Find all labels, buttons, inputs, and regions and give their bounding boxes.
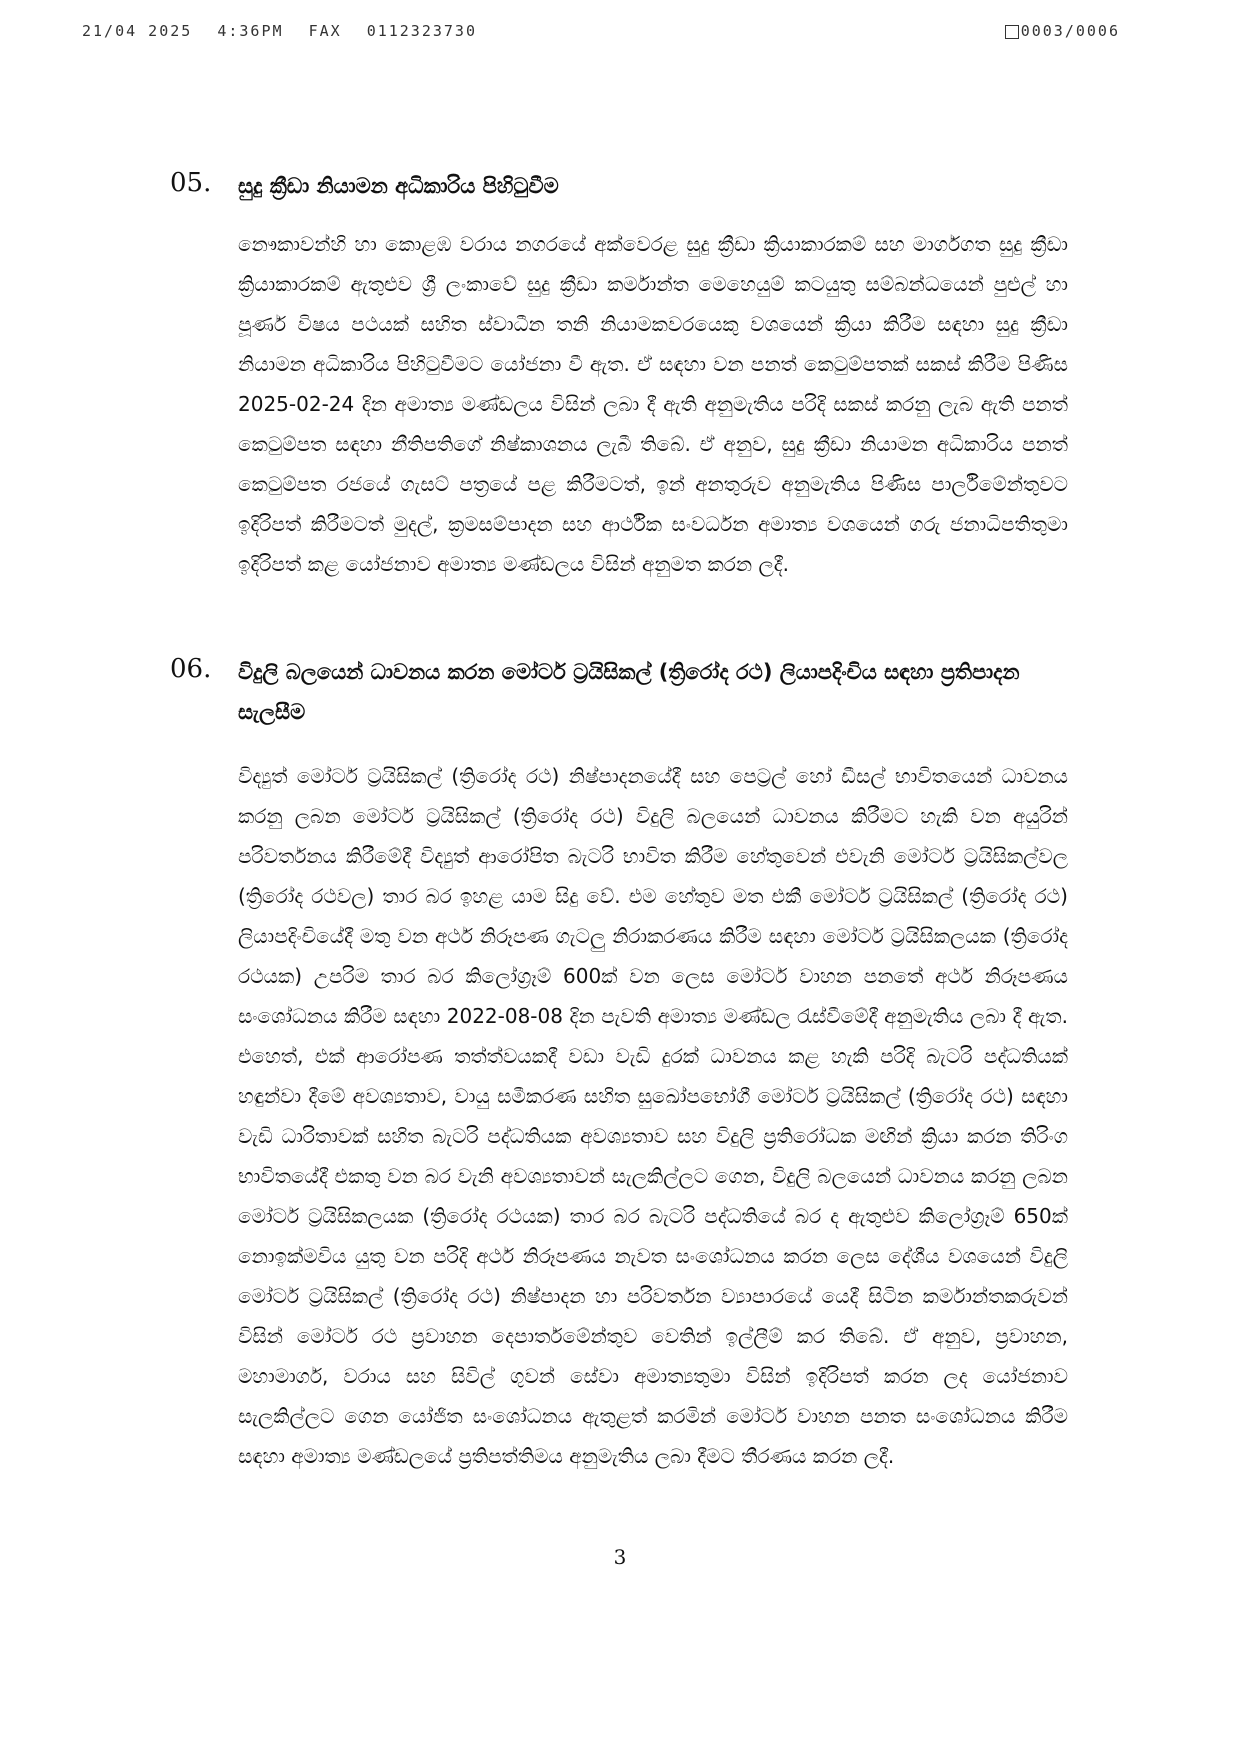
section-number: 05.: [170, 168, 212, 198]
fax-number: 0112323730: [366, 22, 477, 40]
fax-page-text: 0003/0006: [1020, 22, 1120, 40]
section-body: විද්‍යුත් මෝටර් ට්‍රයිසිකල් (ත්‍රිරෝද රථ) නිෂ්පාදනයේදී සහ පෙට්‍රල් හෝ ඩීසල් භාවිතයෙන් ධාවනය කරනු ලබන මෝටර් ට්‍රයිසිකල් (ත්‍රිරෝද රථ) විදුලි බලයෙන් ධාවනය කිරීමට හැකි වන අයුරින් පරිවර්තනය කිරීමේදී විද්‍යුත් ආරෝපිත බැටරි භාවිත කිරීම හේතුවෙන් එවැනි මෝටර් ට්‍රයිසිකල්වල (ත්‍රිරෝද රථවල) තාර බර ඉහළ යාම සිදු වේ. එම හේතුව මත එකී මෝටර් ට්‍රයිසිකල් (ත්‍රිරෝද රථ) ලියාපදිංචියේදී මතු වන අර්ථ නිරූපණ ගැටලු නිරාකරණය කිරීම සඳහා මෝටර් ට්‍රයිසිකලයක (ත්‍රිරෝද රථයක) උපරිම තාර බර කිලෝග්‍රෑම් 600ක් වන ලෙස මෝටර් වාහන පනතේ අර්ථ නිරූපණය සංශෝධනය කිරීම සඳහා 2022-08-08 දින පැවති අමාත්‍ය මණ්ඩල රැස්වීමේදී අනුමැතිය ලබා දී ඇත. එහෙත්, එක් ආරෝපණ තත්ත්වයකදී වඩා වැඩි දුරක් ධාවනය කළ හැකි පරිදි බැටරි පද්ධතියක් හඳුන්වා දීමේ අවශ්‍යතාව, වායු සමීකරණ සහිත සුඛෝපභෝගී මෝටර් ට්‍රයිසිකල් (ත්‍රිරෝද රථ) සඳහා වැඩි ධාරිතාවක් සහිත බැටරි පද්ධතියක අවශ්‍යතාව සහ විදුලි ප්‍රතිරෝධක මඟින් ක්‍රියා කරන තිරිංග භාවිතයේදී එකතු වන බර වැනි අවශ්‍යතාවන් සැලකිල්ලට ගෙන, විදුලි බලයෙන් ධාවනය කරනු ලබන මෝටර් ට්‍රයිසිකලයක (ත්‍රිරෝද රථයක) තාර බර බැටරි පද්ධතියේ බර ද ඇතුළුව කිලෝග්‍රෑම් 650ක් නොඉක්මවිය යුතු වන පරිදි අර්ථ නිරූපණය නැවත සංශෝධනය කරන ලෙස දේශීය වශයෙන් විදුලි මෝටර් ට්‍රයිසිකල් (ත්‍රිරෝද රථ) නිෂ්පාදන හා පරිවර්තන ව්‍යාපාරයේ යෙදී සිටින කර්මාන්තකරුවන් විසින් මෝටර් රථ ප්‍රවාහන දෙපාර්තමේන්තුව වෙතින් ඉල්ලීම් කර තිබේ. ඒ අනුව, ප්‍රවාහන, මහාමාර්ග, වරාය සහ සිවිල් ගුවන් සේවා අමාත්‍යතුමා විසින් ඉදිරිපත් කරන ලද යෝජනාව සැලකිල්ලට ගෙන යෝජිත සංශෝධනය ඇතුළත් කරමින් මෝටර් වාහන පනත සංශෝධනය කිරීම සඳහා අමාත්‍ය මණ්ඩලයේ ප්‍රතිපත්තිමය අනුමැතිය ලබා දීමට තීරණය කරන ලදී.: [238, 764, 1068, 1468]
fax-date: 21/04 2025: [82, 22, 193, 40]
checkbox-icon: [1005, 25, 1019, 39]
fax-header-left: [82, 22, 491, 40]
section-body: නෞකාවන්හි හා කොළඹ වරාය නගරයේ අක්වෙරළ සුදු ක්‍රීඩා ක්‍රියාකාරකම් සහ මාර්ගගත සුදු ක්‍රීඩා ක්‍රියාකාරකම් ඇතුළුව ශ්‍රී ලංකාවේ සුදු ක්‍රීඩා කර්මාන්ත මෙහෙයුම් කටයුතු සම්බන්ධයෙන් පුළුල් හා පූර්ණ විෂය පථයක් සහිත ස්වාධීන තනි නියාමකවරයෙකු වශයෙන් ක්‍රියා කිරීම සඳහා සුදු ක්‍රීඩා නියාමන අධිකාරිය පිහිටුවීමට යෝජනා වී ඇත. ඒ සඳහා වන පනත් කෙටුම්පතක් සකස් කිරීම පිණිස 2025-02-24 දින අමාත්‍ය මණ්ඩලය විසින් ලබා දී ඇති අනුමැතිය පරිදි සකස් කරනු ලැබ ඇති පනත් කෙටුම්පත සඳහා නීතිපතිගේ නිෂ්කාශනය ලැබී තිබේ. ඒ අනුව, සුදු ක්‍රීඩා නියාමන අධිකාරිය පනත් කෙටුම්පත රජයේ ගැසට් පත්‍රයේ පළ කිරීමටත්, ඉන් අනතුරුව අනුමැතිය පිණිස පාර්ලිමේන්තුවට ඉදිරිපත් කිරීමටත් මුදල්, ක්‍රමසම්පාදන සහ ආර්ථික සංවර්ධන අමාත්‍ය වශයෙන් ගරු ජනාධිපතිතුමා ඉදිරිපත් කළ යෝජනාව අමාත්‍ය මණ්ඩලය විසින් අනුමත කරන ලදී.: [238, 232, 1068, 576]
fax-header: [82, 22, 1120, 40]
fax-page-count: [1005, 22, 1120, 40]
section-number: 06.: [170, 654, 212, 684]
section-title: විදුලි බලයෙන් ධාවනය කරන මෝටර් ට්‍රයිසිකල් (ත්‍රිරෝද රථ) ලියාපදිංචිය සඳහා ප්‍රතිපාදන සැලසීම: [238, 660, 1020, 724]
section-title: සුදු ක්‍රීඩා නියාමන අධිකාරිය පිහිටුවීම: [238, 174, 559, 198]
page-number: 3: [613, 1545, 627, 1569]
fax-label: FAX: [308, 22, 342, 40]
fax-time: 4:36PM: [217, 22, 284, 40]
